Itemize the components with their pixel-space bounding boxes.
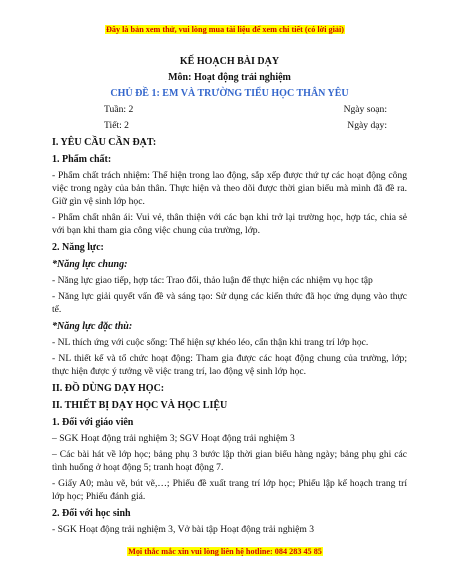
meta-row-week	[52, 103, 407, 116]
competencies-heading: 2. Năng lực:	[52, 242, 104, 253]
lesson-plan-document	[52, 50, 407, 536]
teacher-item-books: – SGK Hoạt động trải nghiệm 3; SGV Hoạt động trải nghiệm 3	[52, 433, 295, 444]
quality-responsibility-text: - Phẩm chất trách nhiệm: Thể hiện trong lao động, sắp xếp được thứ tự các hoạt động công việc trong ngày của bản thân. Thực hiện và theo dõi được thời gian biểu mà mình đã đề ra. Giữ gìn vệ sinh lớp học.	[52, 170, 407, 207]
general-competency-problem-solving: - Năng lực giải quyết vấn đề và sáng tạo: Sử dụng các kiến thức đã học ứng dụng vào thực tế.	[52, 291, 407, 315]
theme-heading: CHỦ ĐỀ 1: EM VÀ TRƯỜNG TIỂU HỌC THÂN YÊU	[110, 88, 349, 99]
specific-competency-adaptation: - NL thích ứng với cuộc sống: Thể hiện sự khéo léo, cẩn thận khi trang trí lớp học.	[52, 337, 369, 348]
quality-kindness-text: - Phẩm chất nhân ái: Vui vẻ, thân thiện với các bạn khi trở lại trường học, hợp tác, chia sẻ với bạn khi tham gia công việc chung của trường, lớp.	[52, 212, 407, 236]
week-label: Tuần: 2	[104, 104, 134, 115]
prep-date-label: Ngày soạn:	[343, 104, 387, 115]
section-equipment-heading: II. THIẾT BỊ DẠY HỌC VÀ HỌC LIỆU	[52, 400, 228, 411]
qualities-heading: 1. Phẩm chất:	[52, 154, 112, 165]
meta-row-lesson	[52, 119, 407, 132]
hotline-banner	[0, 547, 450, 556]
teach-date-label: Ngày dạy:	[347, 120, 387, 131]
specific-competency-design: - NL thiết kế và tổ chức hoạt động: Tham gia được các hoạt động chung của trường, lớp; thực hiện được ý tưởng về việc trang trí, lao động vệ sinh lớp học.	[52, 353, 407, 377]
preview-notice-text: Đây là bản xem thử, vui lòng mua tài liệu để xem chi tiết (có lời giải)	[105, 25, 344, 34]
document-title: KẾ HOẠCH BÀI DẠY	[179, 56, 280, 67]
general-competency-communication: - Năng lực giao tiếp, hợp tác: Trao đổi, thảo luận để thực hiện các nhiệm vụ học tập	[52, 275, 373, 286]
hotline-text: Mọi thắc mắc xin vui lòng liên hệ hotline: 084 283 45 85	[128, 547, 322, 556]
lesson-label: Tiết: 2	[104, 120, 129, 131]
student-item-books: - SGK Hoạt động trải nghiệm 3, Vở bài tập Hoạt động trải nghiệm 3	[52, 524, 315, 535]
teacher-item-supplies: - Giấy A0; màu vẽ, bút vẽ,…; Phiếu đề xuất trang trí lớp học; Phiếu lập kế hoạch trang trí lớp học; Phiếu đánh giá.	[52, 478, 407, 502]
section-materials-heading: II. ĐỒ DÙNG DẠY HỌC:	[52, 383, 165, 394]
section-requirements-heading: I. YÊU CẦU CẦN ĐẠT:	[52, 137, 157, 148]
subject-line: Môn: Hoạt động trải nghiệm	[168, 72, 291, 83]
general-competency-heading: *Năng lực chung:	[52, 259, 128, 270]
teacher-heading: 1. Đối với giáo viên	[52, 417, 134, 428]
specific-competency-heading: *Năng lực đặc thù:	[52, 321, 133, 332]
student-heading: 2. Đối với học sinh	[52, 508, 131, 519]
teacher-item-songs: – Các bài hát về lớp học; bảng phụ 3 bước lập thời gian biểu hàng ngày; bảng phụ ghi các tình huống ở hoạt động 5; tranh hoạt động 7.	[52, 449, 407, 473]
preview-notice-banner	[0, 25, 450, 34]
